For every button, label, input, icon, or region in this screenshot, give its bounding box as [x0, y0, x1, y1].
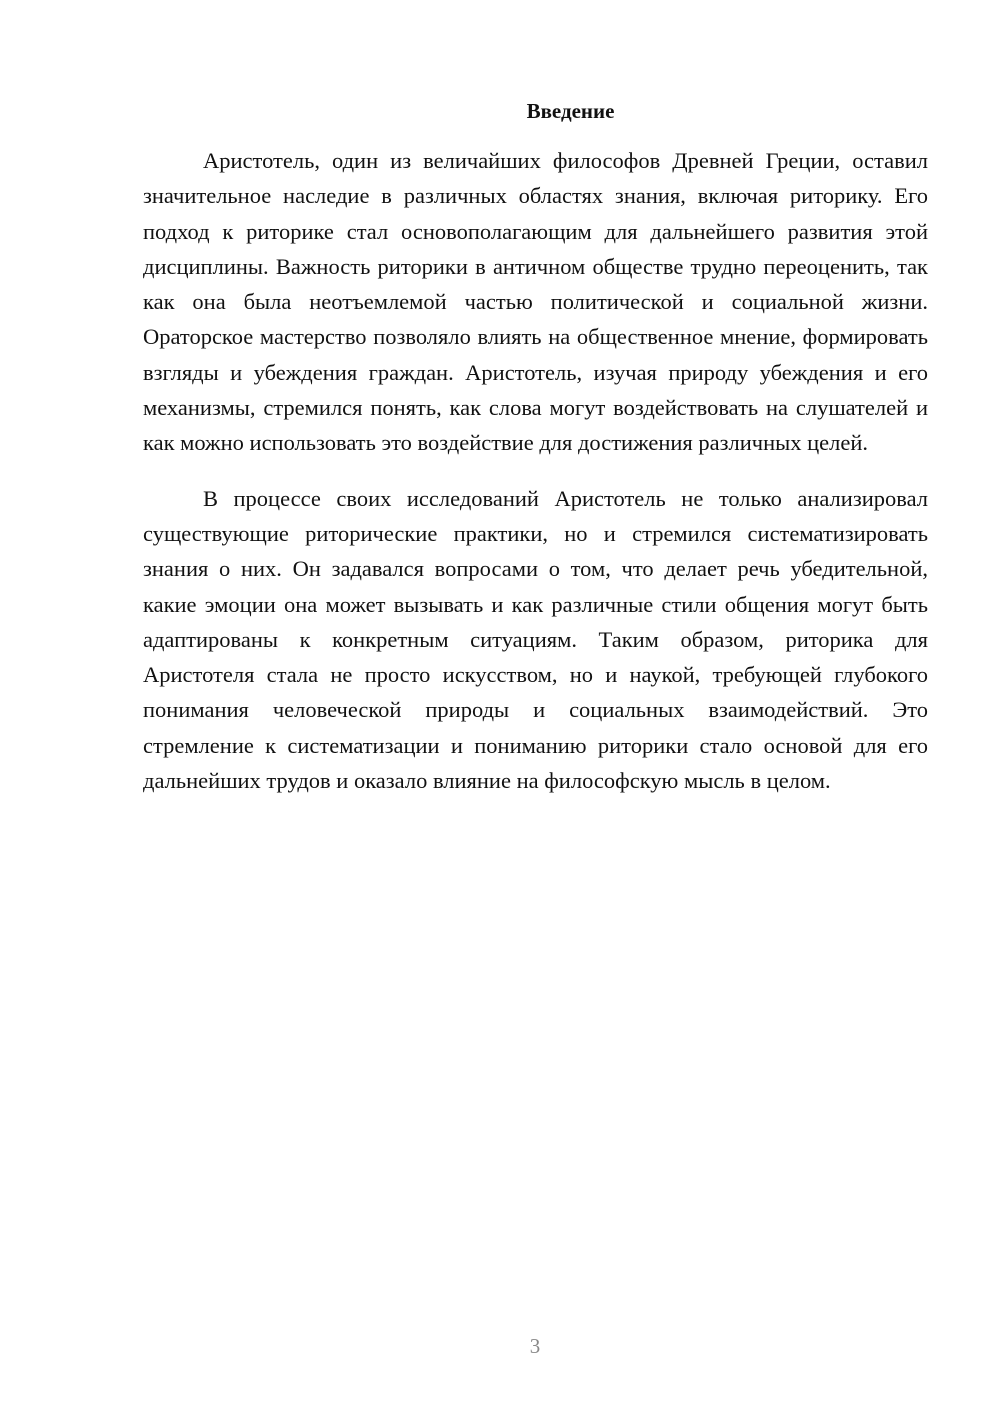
paragraph-2: В процессе своих исследований Аристотель не только анализировал существующие риторические практики, но и стремился систематизировать знания о них. Он задавался вопросами о том, что делает речь убедительной, какие эмоции она может вызывать и как различные стили общения могут быть адаптированы к конкретным ситуациям. Таким образом, риторика для Аристотеля стала не просто искусством, но и наукой, требующей глубокого понимания человеческой природы и социальных взаимодействий. Это стремление к систематизации и пониманию риторики стало основой для его дальнейших трудов и оказало влияние на философскую мысль в целом.: [143, 485, 928, 794]
body-text: [143, 143, 928, 798]
section-title: Введение: [526, 99, 615, 123]
page-number: 3: [529, 1334, 541, 1358]
paragraph-1: Аристотель, один из величайших философов Древней Греции, оставил значительное наследие в различных областях знания, включая риторику. Его подход к риторике стал основополагающим для дальнейшего развития этой дисциплины. Важность риторики в античном обществе трудно переоценить, так как она была неотъемлемой частью политической и социальной жизни. Ораторское мастерство позволяло влиять на общественное мнение, формировать взгляды и убеждения граждан. Аристотель, изучая природу убеждения и его механизмы, стремился понять, как слова могут воздействовать на слушателей и как можно использовать это воздействие для достижения различных целей.: [143, 148, 928, 456]
